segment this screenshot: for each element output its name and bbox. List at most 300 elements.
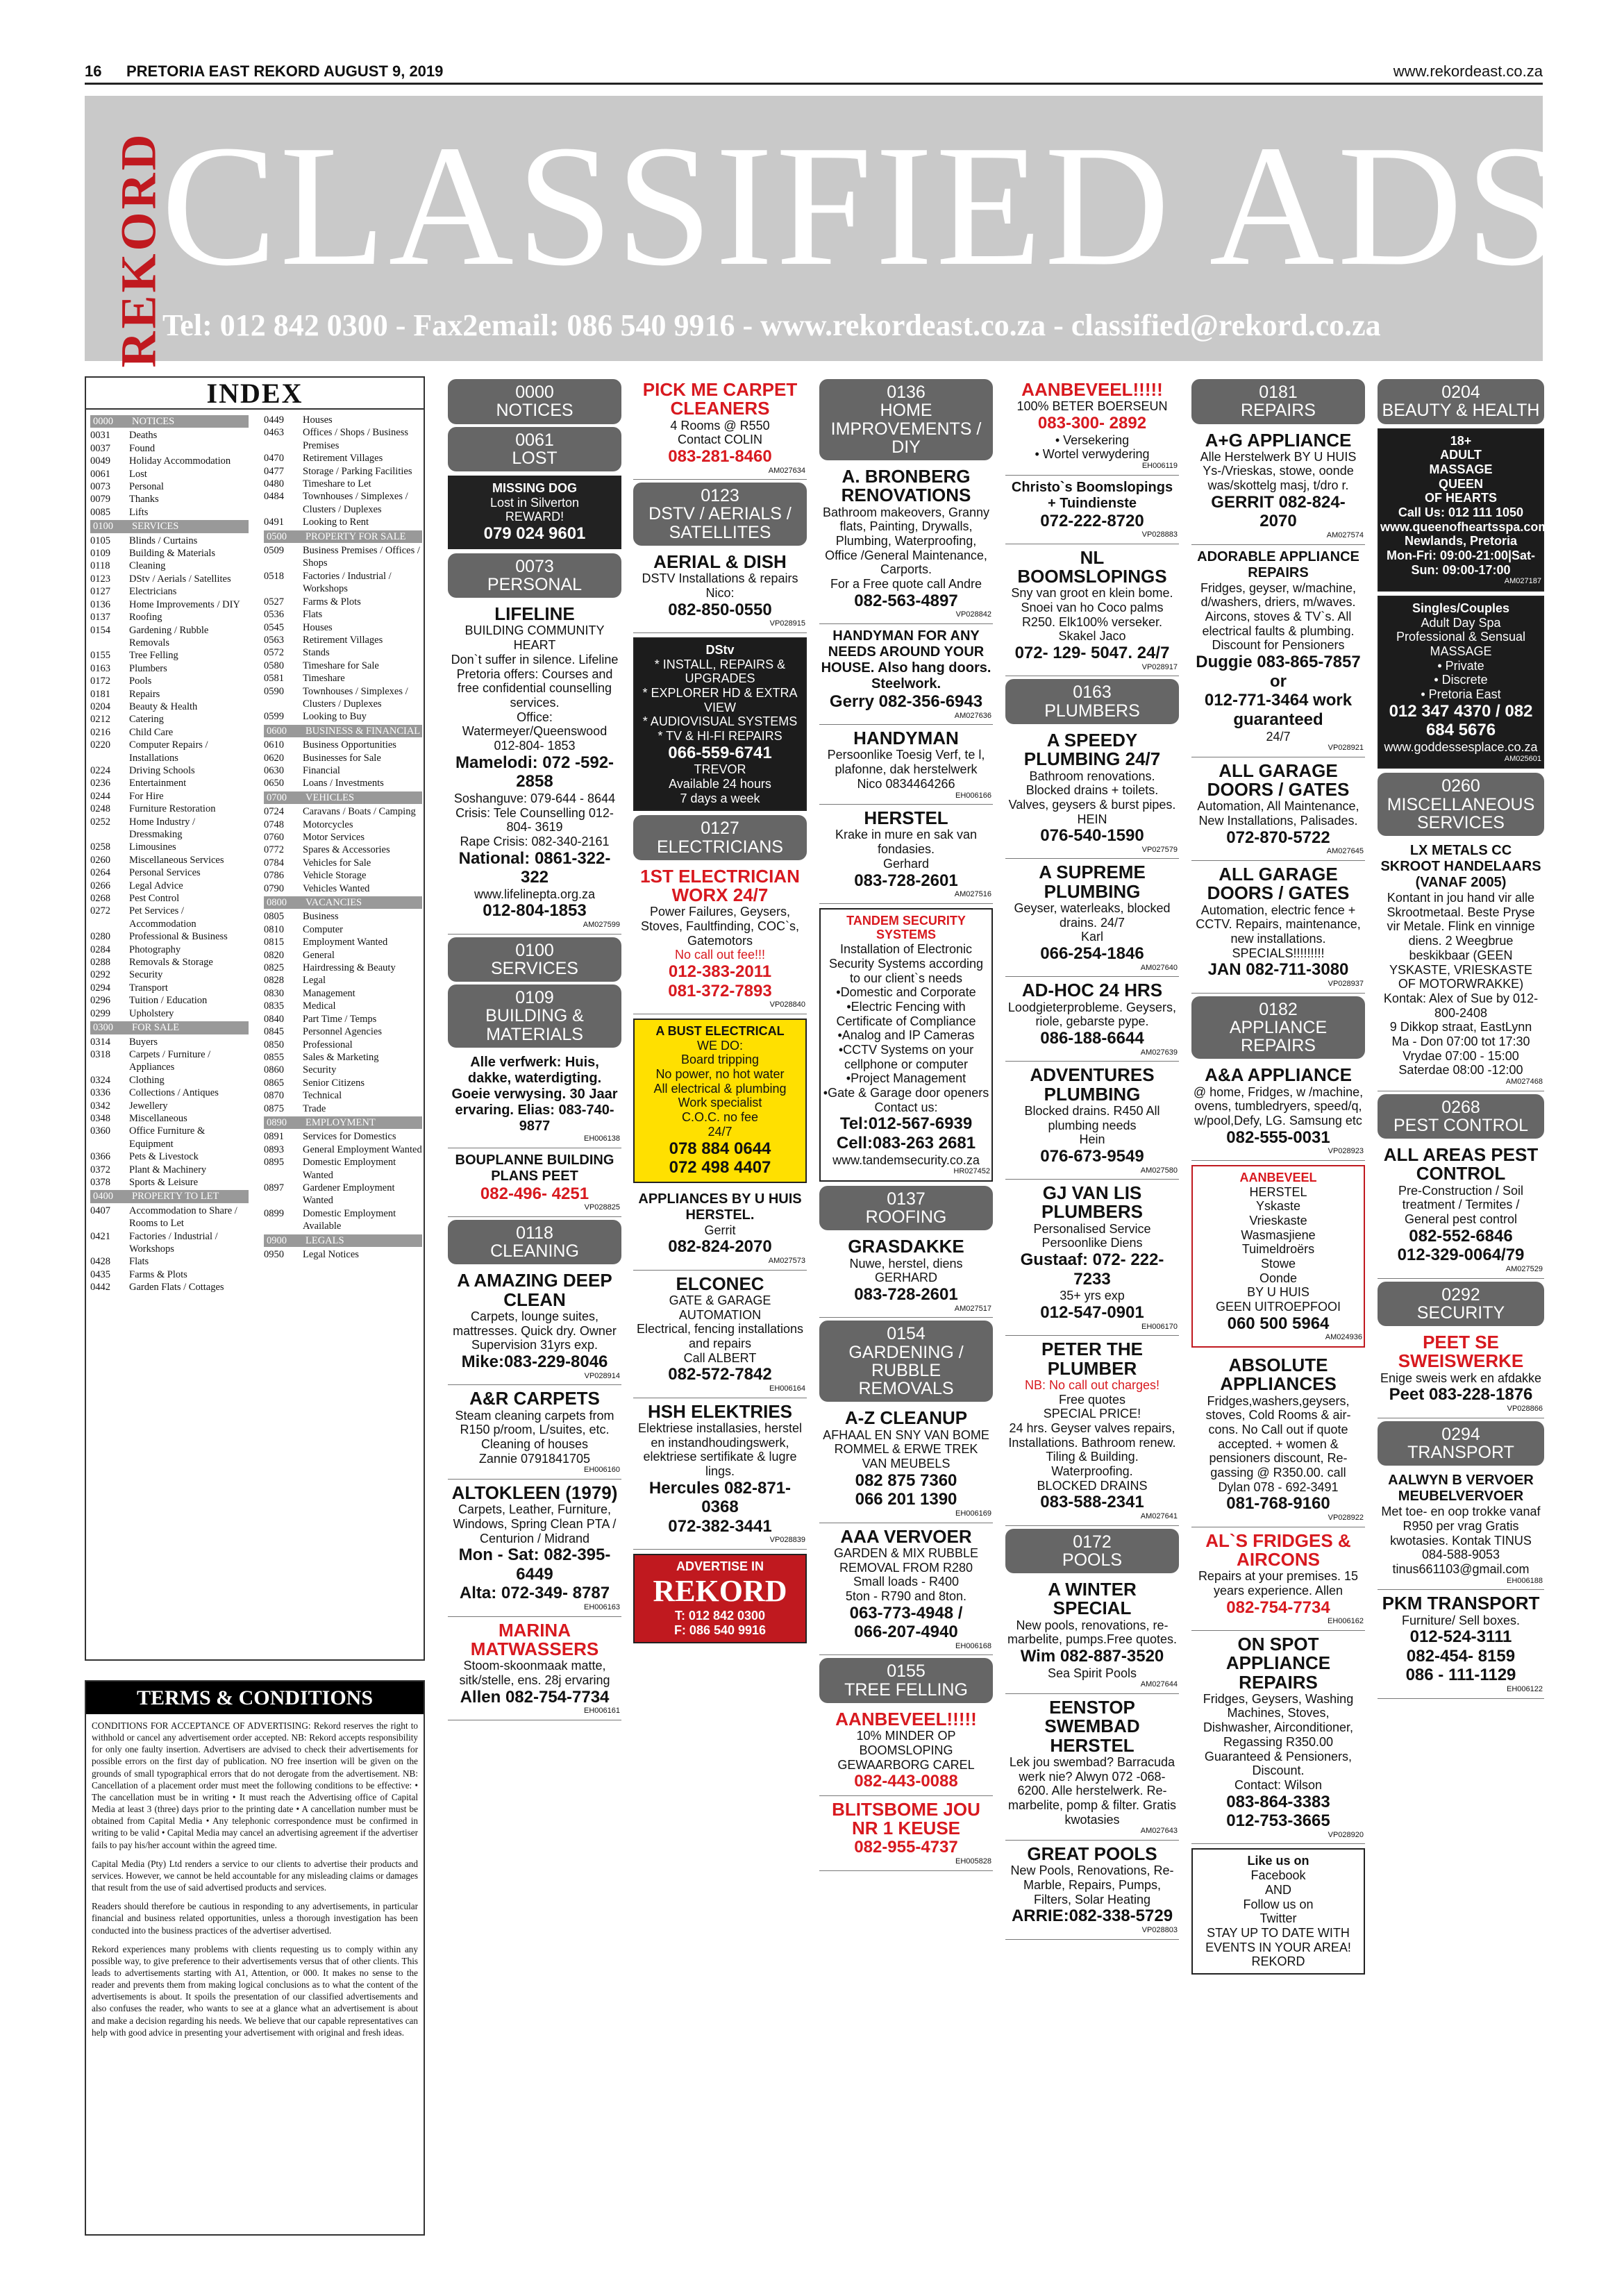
ad-line: Stowe bbox=[1260, 1257, 1296, 1271]
ad-line: Mon-Fri: 09:00-21:00|Sat-Sun: 09:00-17:00 bbox=[1386, 548, 1536, 577]
ad-reference: AM027634 bbox=[768, 466, 805, 475]
index-code: 0294 bbox=[90, 982, 110, 994]
index-code: 0893 bbox=[264, 1143, 284, 1155]
index-entry[interactable] bbox=[90, 880, 249, 892]
ad-reference: EH006138 bbox=[584, 1134, 620, 1143]
ad-reference: AM027468 bbox=[1505, 1078, 1543, 1087]
index-entry[interactable] bbox=[264, 831, 422, 844]
ad-line: Alta: 072-349- 8787 bbox=[459, 1584, 610, 1603]
classified-ad[interactable] bbox=[1191, 1352, 1365, 1527]
ad-reference: AM027529 bbox=[1505, 1265, 1543, 1274]
index-entry[interactable] bbox=[90, 585, 249, 598]
section-tab-0181[interactable] bbox=[1191, 379, 1365, 424]
index-entry[interactable] bbox=[264, 608, 422, 621]
publication-line: PRETORIA EAST REKORD AUGUST 9, 2019 bbox=[126, 62, 444, 80]
section-tab-0073[interactable] bbox=[448, 553, 621, 598]
index-label: Farms & Plots bbox=[303, 596, 361, 607]
dstv-ad[interactable] bbox=[633, 637, 807, 811]
ad-title: HANDYMAN FOR ANY NEEDS AROUND YOUR HOUSE. Also hang doors. Steelwork. bbox=[821, 628, 991, 692]
fb-ad[interactable] bbox=[1191, 1848, 1365, 1975]
classified-ad[interactable] bbox=[1005, 1576, 1179, 1694]
index-entry[interactable] bbox=[264, 936, 422, 948]
index-label: Retirement Villages bbox=[303, 634, 383, 646]
index-entry[interactable] bbox=[264, 414, 422, 426]
index-section[interactable] bbox=[90, 1021, 249, 1034]
section-number: 0163 bbox=[1073, 682, 1112, 703]
classified-ad[interactable] bbox=[1191, 757, 1365, 861]
index-entry[interactable] bbox=[90, 624, 249, 650]
index-entry[interactable] bbox=[90, 866, 249, 879]
classified-ad[interactable] bbox=[1005, 1694, 1179, 1841]
section-tab-0260[interactable] bbox=[1378, 773, 1544, 836]
section-name: REPAIRS bbox=[1241, 401, 1316, 421]
index-entry[interactable] bbox=[264, 672, 422, 685]
index-entry[interactable] bbox=[264, 1207, 422, 1233]
index-entry[interactable] bbox=[90, 777, 249, 789]
ad-line: Contact: Wilson bbox=[1234, 1777, 1323, 1792]
index-section[interactable] bbox=[264, 896, 422, 909]
index-entry[interactable] bbox=[90, 726, 249, 739]
index-section[interactable] bbox=[264, 791, 422, 804]
index-entry[interactable] bbox=[264, 596, 422, 608]
index-entry[interactable] bbox=[90, 930, 249, 943]
index-entry[interactable] bbox=[90, 560, 249, 572]
classified-ad[interactable] bbox=[1191, 1527, 1365, 1631]
section-name: TRANSPORT bbox=[1407, 1442, 1514, 1462]
ad-title: HANDYMAN bbox=[853, 728, 959, 749]
section-tab-0109[interactable] bbox=[448, 984, 621, 1048]
index-entry[interactable] bbox=[264, 452, 422, 464]
section-tab-0204[interactable] bbox=[1378, 379, 1544, 424]
classified-ad[interactable] bbox=[448, 1267, 621, 1385]
index-entry[interactable] bbox=[90, 1255, 249, 1268]
index-entry[interactable] bbox=[264, 882, 422, 895]
index-entry[interactable] bbox=[90, 1087, 249, 1099]
ad-line: 086-188-6644 bbox=[1040, 1029, 1144, 1048]
index-entry[interactable] bbox=[90, 429, 249, 442]
section-tab-0172[interactable] bbox=[1005, 1529, 1179, 1574]
index-entry[interactable] bbox=[264, 621, 422, 634]
index-code: 0224 bbox=[90, 764, 110, 776]
classified-ad[interactable] bbox=[819, 725, 993, 805]
index-entry[interactable] bbox=[90, 573, 249, 585]
section-tab-0182[interactable] bbox=[1191, 996, 1365, 1059]
section-tab-0127[interactable] bbox=[633, 815, 807, 860]
index-entry[interactable] bbox=[90, 892, 249, 905]
index-label: Vehicles Wanted bbox=[303, 882, 370, 894]
index-entry[interactable] bbox=[90, 790, 249, 803]
classified-ad[interactable] bbox=[1378, 1590, 1544, 1698]
ad-line: QUEEN bbox=[1438, 476, 1483, 491]
index-entry[interactable] bbox=[264, 987, 422, 1000]
tandem-ad[interactable] bbox=[819, 908, 993, 1182]
index-entry[interactable] bbox=[90, 739, 249, 764]
index-label: Computer bbox=[303, 923, 343, 935]
index-entry[interactable] bbox=[90, 841, 249, 853]
index-code: 0136 bbox=[90, 598, 110, 610]
website-link[interactable]: www.rekordeast.co.za bbox=[1393, 62, 1543, 80]
index-entry[interactable] bbox=[90, 547, 249, 560]
classified-ad[interactable] bbox=[633, 863, 807, 1014]
classified-ad[interactable] bbox=[448, 1050, 621, 1148]
index-code: 0825 bbox=[264, 962, 284, 974]
index-label: Deaths bbox=[129, 430, 158, 442]
index-entry[interactable] bbox=[90, 1281, 249, 1293]
classified-ad[interactable] bbox=[819, 1405, 993, 1523]
index-label: Home Industry / Dressmaking bbox=[129, 816, 196, 840]
index-label: General bbox=[303, 949, 335, 961]
index-label: Houses bbox=[303, 414, 333, 426]
section-number: 0100 bbox=[515, 940, 554, 960]
index-entry[interactable] bbox=[264, 1130, 422, 1143]
index-entry[interactable] bbox=[90, 803, 249, 815]
index-entry[interactable] bbox=[264, 516, 422, 528]
index-entry[interactable] bbox=[264, 1064, 422, 1076]
index-entry[interactable] bbox=[264, 777, 422, 789]
classified-ad[interactable] bbox=[1378, 1329, 1544, 1418]
ad-title: AL`S FRIDGES & AIRCONS bbox=[1205, 1530, 1351, 1570]
index-entry[interactable] bbox=[90, 442, 249, 455]
section-tab-0294[interactable] bbox=[1378, 1421, 1544, 1466]
index-entry[interactable] bbox=[264, 426, 422, 452]
ad-line: 083-300- 2892 bbox=[1037, 413, 1147, 433]
bust-ad[interactable] bbox=[633, 1019, 807, 1183]
index-entry[interactable] bbox=[264, 465, 422, 478]
index-code: 0421 bbox=[90, 1230, 110, 1242]
index-section[interactable] bbox=[90, 415, 249, 428]
classified-ad[interactable] bbox=[819, 1796, 993, 1871]
index-code: 0204 bbox=[90, 701, 110, 712]
classified-ad[interactable] bbox=[1005, 1062, 1179, 1180]
ad-line: 7 days a week bbox=[680, 791, 760, 805]
index-entry[interactable] bbox=[264, 1051, 422, 1064]
ad-reference: EH006188 bbox=[1507, 1576, 1543, 1585]
index-entry[interactable] bbox=[90, 854, 249, 866]
classified-ad[interactable] bbox=[633, 548, 807, 633]
index-entry[interactable] bbox=[90, 1230, 249, 1256]
index-entry[interactable] bbox=[90, 506, 249, 519]
lines-ad[interactable] bbox=[448, 476, 621, 549]
index-entry[interactable] bbox=[90, 688, 249, 701]
ad-line: 012-771-3464 work guaranteed bbox=[1204, 691, 1353, 729]
classified-ad[interactable] bbox=[819, 624, 993, 725]
index-entry[interactable] bbox=[264, 857, 422, 869]
ad-title: AANBEVEEL!!!!! bbox=[835, 1708, 977, 1729]
classified-ad[interactable] bbox=[819, 1706, 993, 1796]
adv-ad[interactable] bbox=[633, 1554, 807, 1643]
index-code: 0127 bbox=[90, 586, 110, 598]
index-entry[interactable] bbox=[90, 468, 249, 480]
index-code: 0724 bbox=[264, 806, 284, 818]
classified-ad[interactable] bbox=[1005, 977, 1179, 1062]
index-entry[interactable] bbox=[90, 1164, 249, 1176]
section-tab-0155[interactable] bbox=[819, 1658, 993, 1703]
index-entry[interactable] bbox=[90, 982, 249, 994]
section-number: 0154 bbox=[887, 1324, 926, 1344]
classified-ad[interactable] bbox=[448, 1148, 621, 1217]
classified-ad[interactable] bbox=[819, 1233, 993, 1318]
classified-ad[interactable] bbox=[819, 463, 993, 624]
section-tab-0118[interactable] bbox=[448, 1220, 621, 1265]
index-entry[interactable] bbox=[90, 816, 249, 841]
index-entry[interactable] bbox=[90, 1150, 249, 1163]
banner-contact: Tel: 012 842 0300 - Fax2email: 086 540 9916 - www.rekordeast.co.za - classified@rekord.co.za bbox=[162, 308, 1381, 342]
index-code: 0518 bbox=[264, 570, 284, 582]
classified-ad[interactable] bbox=[633, 376, 807, 480]
ad-reference: VP028920 bbox=[1328, 1830, 1364, 1839]
index-entry[interactable] bbox=[90, 994, 249, 1007]
index-entry[interactable] bbox=[264, 646, 422, 659]
index-entry[interactable] bbox=[90, 1048, 249, 1074]
index-entry[interactable] bbox=[90, 1125, 249, 1150]
section-number: 0118 bbox=[516, 1223, 553, 1243]
classified-ad[interactable] bbox=[819, 1523, 993, 1656]
index-entry[interactable] bbox=[264, 478, 422, 490]
index-entry[interactable] bbox=[264, 805, 422, 818]
section-tab-0136[interactable] bbox=[819, 379, 993, 460]
index-entry[interactable] bbox=[264, 752, 422, 764]
index-code: 0248 bbox=[90, 803, 110, 815]
section-tab-0163[interactable] bbox=[1005, 679, 1179, 724]
index-entry[interactable] bbox=[90, 1074, 249, 1087]
index-entry[interactable] bbox=[264, 544, 422, 570]
section-tab-0061[interactable] bbox=[448, 427, 621, 472]
index-entry[interactable] bbox=[264, 634, 422, 646]
classified-ad[interactable] bbox=[1191, 545, 1365, 757]
index-entry[interactable] bbox=[90, 969, 249, 981]
index-entry[interactable] bbox=[90, 764, 249, 777]
ad-line: Sea Spirit Pools bbox=[1047, 1666, 1137, 1680]
classified-ad[interactable] bbox=[1005, 859, 1179, 977]
index-label: Plant & Machinery bbox=[129, 1164, 207, 1175]
ad-line: GERHARD bbox=[874, 1271, 937, 1285]
classified-ad[interactable] bbox=[1005, 1841, 1179, 1940]
index-label: Holiday Accommodation bbox=[129, 455, 231, 467]
ad-line: 083-864-3383 bbox=[1226, 1792, 1330, 1811]
index-entry[interactable] bbox=[264, 1156, 422, 1182]
index-entry[interactable] bbox=[264, 1103, 422, 1115]
classified-ad[interactable] bbox=[633, 1271, 807, 1398]
index-label: Furniture Restoration bbox=[129, 803, 216, 815]
ad-line: Contact COLIN bbox=[677, 433, 763, 447]
ad-reference: VP028803 bbox=[1141, 1925, 1178, 1934]
index-code: 0828 bbox=[264, 975, 284, 987]
classified-ad[interactable] bbox=[1191, 427, 1365, 545]
index-code: 0031 bbox=[90, 430, 110, 442]
index-section[interactable] bbox=[264, 725, 422, 737]
index-entry[interactable] bbox=[264, 962, 422, 974]
index-label: Personal bbox=[129, 481, 164, 493]
index-entry[interactable] bbox=[264, 819, 422, 831]
classified-ad[interactable] bbox=[1005, 1180, 1179, 1336]
index-entry[interactable] bbox=[264, 1025, 422, 1038]
classified-ad[interactable] bbox=[1005, 727, 1179, 860]
ad-reference: VP028921 bbox=[1328, 744, 1364, 753]
index-entry[interactable] bbox=[264, 923, 422, 936]
ad-line: Oonde bbox=[1259, 1271, 1298, 1285]
ad-line: 012-329-0064/79 bbox=[1397, 1246, 1525, 1265]
index-entry[interactable] bbox=[264, 1143, 422, 1156]
ad-reference: AM027645 bbox=[1326, 847, 1364, 856]
ad-reference: AM027639 bbox=[1140, 1048, 1178, 1057]
ad-title: DStv bbox=[705, 642, 735, 657]
section-name: PERSONAL bbox=[487, 574, 583, 594]
ad-title: 18+ bbox=[1450, 433, 1472, 448]
index-code: 0407 bbox=[90, 1205, 110, 1216]
classified-ad[interactable] bbox=[1005, 376, 1179, 476]
index-label: Legal bbox=[303, 975, 326, 987]
ad-line: AFHAAL EN SNY VAN BOME ROMMEL & ERWE TREK VAN MEUBELS bbox=[823, 1427, 989, 1470]
index-label: SERVICES bbox=[132, 521, 179, 533]
ad-line: Lost in Silverton bbox=[489, 495, 580, 510]
day-ad[interactable] bbox=[1378, 596, 1544, 769]
classified-ad[interactable] bbox=[448, 1385, 621, 1480]
ad-line: Bathroom makeovers, Granny flats, Painting, Drywalls, Plumbing, Waterproofing, Office /General Maintenance, Carports. bbox=[822, 505, 990, 577]
index-entry[interactable] bbox=[264, 764, 422, 777]
index-code: 0123 bbox=[90, 573, 110, 585]
index-entry[interactable] bbox=[90, 905, 249, 930]
index-section[interactable] bbox=[90, 1190, 249, 1203]
section-name: SERVICES bbox=[491, 958, 578, 978]
index-label: Sports & Leisure bbox=[129, 1176, 199, 1188]
classified-ad[interactable] bbox=[448, 601, 621, 935]
index-entry[interactable] bbox=[264, 660, 422, 672]
index-entry[interactable] bbox=[90, 1007, 249, 1020]
ad-line: Kontak: Alex of Sue by 012-800-2408 bbox=[1383, 991, 1539, 1020]
index-section[interactable] bbox=[264, 530, 422, 543]
index-title: INDEX bbox=[86, 378, 424, 410]
ad-title: Christo`s Boomslopings + Tuindienste bbox=[1011, 479, 1173, 511]
ad-line: 012-383-2011 bbox=[668, 962, 772, 982]
index-entry[interactable] bbox=[90, 480, 249, 493]
classified-ad[interactable] bbox=[819, 805, 993, 904]
index-entry[interactable] bbox=[264, 1248, 422, 1261]
ad-line: STAY UP TO DATE WITH EVENTS IN YOUR AREA! bbox=[1205, 1925, 1351, 1954]
section-tab-0137[interactable] bbox=[819, 1186, 993, 1231]
ad-title: GRASDAKKE bbox=[848, 1236, 964, 1257]
index-entry[interactable] bbox=[90, 1205, 249, 1230]
index-entry[interactable] bbox=[90, 944, 249, 956]
index-entry[interactable] bbox=[264, 844, 422, 856]
index-section[interactable] bbox=[264, 1234, 422, 1247]
ad-line: Skakel Jaco bbox=[1058, 629, 1126, 644]
section-tab-0292[interactable] bbox=[1378, 1282, 1544, 1327]
index-entry[interactable] bbox=[90, 649, 249, 662]
index-entry[interactable] bbox=[90, 1100, 249, 1112]
classified-ad[interactable] bbox=[1378, 839, 1544, 1091]
index-code: 0318 bbox=[90, 1048, 110, 1060]
ad-line: ARRIE:082-338-5729 bbox=[1011, 1907, 1173, 1926]
section-tab-0268[interactable] bbox=[1378, 1094, 1544, 1139]
classified-ad[interactable] bbox=[448, 1480, 621, 1617]
index-entry[interactable] bbox=[90, 675, 249, 687]
index-entry[interactable] bbox=[264, 490, 422, 516]
index-entry[interactable] bbox=[90, 662, 249, 675]
index-entry[interactable] bbox=[264, 974, 422, 987]
ad-line: 24 hrs. Geyser valves repairs, Installations. Bathroom renew. Tiling & Building. Waterproofing. bbox=[1008, 1421, 1176, 1478]
section-tab-0000[interactable] bbox=[448, 379, 621, 424]
classified-ad[interactable] bbox=[1191, 1062, 1365, 1161]
section-tab-0154[interactable] bbox=[819, 1321, 993, 1402]
index-entry[interactable] bbox=[90, 1268, 249, 1281]
index-entry[interactable] bbox=[90, 701, 249, 713]
section-tab-0123[interactable] bbox=[633, 483, 807, 546]
index-entry[interactable] bbox=[90, 1176, 249, 1189]
classified-ad[interactable] bbox=[1378, 1468, 1544, 1590]
index-entry[interactable] bbox=[264, 1089, 422, 1102]
classified-ad[interactable] bbox=[1005, 1336, 1179, 1525]
ads-column-5 bbox=[819, 376, 993, 1871]
section-number: 0204 bbox=[1441, 383, 1480, 402]
classified-ad[interactable] bbox=[448, 1617, 621, 1720]
index-entry[interactable] bbox=[264, 1013, 422, 1025]
index-label: Hairdressing & Beauty bbox=[303, 962, 396, 974]
index-entry[interactable] bbox=[90, 598, 249, 611]
index-code: 0105 bbox=[90, 535, 110, 546]
section-tab-0100[interactable] bbox=[448, 937, 621, 982]
ad-title: 1ST ELECTRICIAN WORX 24/7 bbox=[640, 865, 800, 906]
index-entry[interactable] bbox=[264, 710, 422, 723]
index-entry[interactable] bbox=[90, 535, 249, 547]
ad-line: 24/7 bbox=[708, 1124, 733, 1139]
index-entry[interactable] bbox=[90, 493, 249, 505]
index-code: 0500 bbox=[267, 530, 287, 542]
yskas-ad[interactable] bbox=[1191, 1165, 1365, 1348]
index-entry[interactable] bbox=[90, 1036, 249, 1048]
ad-line: 083-588-2341 bbox=[1040, 1493, 1144, 1512]
index-entry[interactable] bbox=[264, 869, 422, 882]
ad-line: 076-673-9549 bbox=[1040, 1146, 1144, 1166]
index-code: 0244 bbox=[90, 790, 110, 802]
index-entry[interactable] bbox=[90, 956, 249, 969]
index-entry[interactable] bbox=[90, 1112, 249, 1125]
index-label: Vehicle Storage bbox=[303, 870, 367, 882]
rekord-side-logo: REKORD bbox=[110, 131, 167, 368]
index-entry[interactable] bbox=[264, 910, 422, 923]
index-code: 0572 bbox=[264, 647, 284, 659]
ad-line: 10% MINDER OP BOOMSLOPING GEWAARBORG CAREL bbox=[837, 1729, 975, 1772]
ad-reference: VP028923 bbox=[1328, 1147, 1364, 1156]
index-entry[interactable] bbox=[264, 1182, 422, 1207]
index-entry[interactable] bbox=[90, 611, 249, 623]
classified-ad[interactable] bbox=[1005, 544, 1179, 677]
index-label: Professional & Business bbox=[129, 931, 228, 943]
ad-line: 35+ yrs exp bbox=[1060, 1289, 1125, 1303]
index-code: 0786 bbox=[264, 870, 284, 882]
index-entry[interactable] bbox=[90, 713, 249, 726]
ad-line: DSTV Installations & repairs bbox=[642, 571, 798, 586]
classified-ad[interactable] bbox=[633, 1398, 807, 1550]
index-section[interactable] bbox=[264, 1116, 422, 1129]
classified-ad[interactable] bbox=[633, 1187, 807, 1271]
index-entry[interactable] bbox=[264, 685, 422, 711]
classified-ad[interactable] bbox=[1378, 1141, 1544, 1278]
index-entry[interactable] bbox=[264, 1039, 422, 1051]
index-entry[interactable] bbox=[264, 739, 422, 751]
index-column-2 bbox=[264, 414, 422, 1261]
index-entry[interactable] bbox=[90, 455, 249, 467]
index-entry[interactable] bbox=[264, 1000, 422, 1012]
classified-ad[interactable] bbox=[1191, 1631, 1365, 1845]
section-number: 0292 bbox=[1441, 1284, 1480, 1305]
classified-ad[interactable] bbox=[1005, 476, 1179, 544]
index-entry[interactable] bbox=[264, 949, 422, 962]
adult-ad[interactable] bbox=[1378, 428, 1550, 592]
index-section[interactable] bbox=[90, 520, 249, 533]
index-entry[interactable] bbox=[264, 1077, 422, 1089]
classified-ad[interactable] bbox=[1191, 861, 1365, 994]
index-entry[interactable] bbox=[264, 570, 422, 596]
